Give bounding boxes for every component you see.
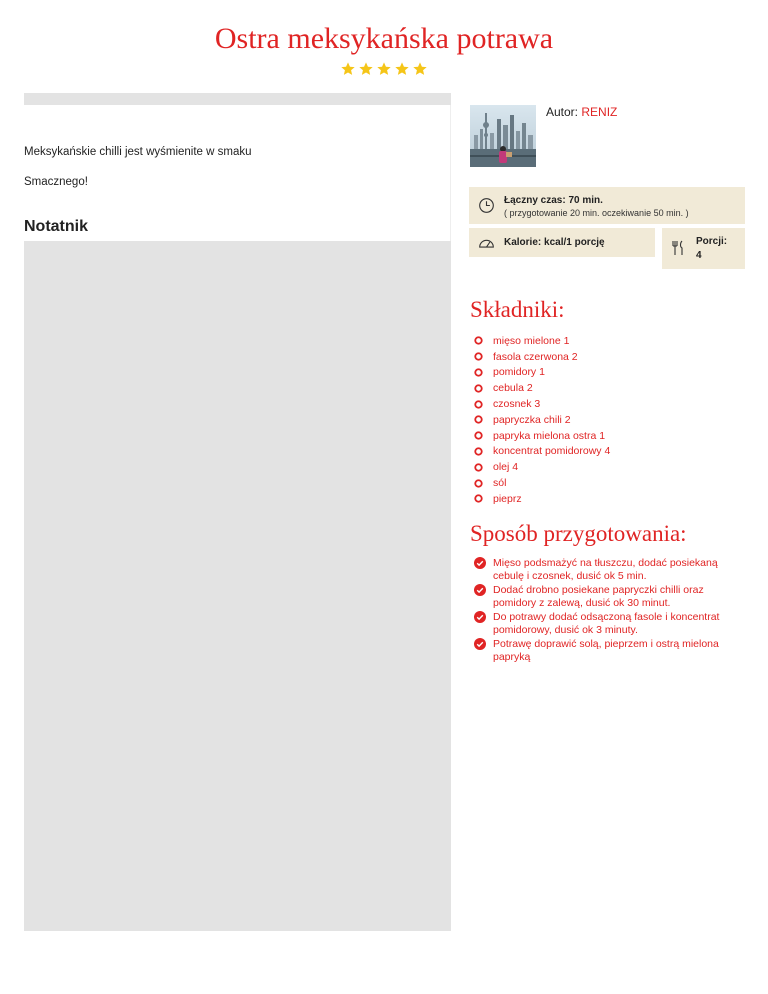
bullet-icon (474, 447, 483, 456)
top-bar (24, 93, 451, 105)
ingredients-title: Składniki: (470, 297, 565, 322)
ingredient-item (474, 365, 610, 381)
ingredient-item (474, 380, 610, 396)
bullet-icon (474, 400, 483, 409)
author-avatar[interactable] (470, 105, 536, 167)
preparation-title: Sposób przygotowania: (470, 521, 687, 546)
ingredient-text: fasola czerwona 2 (493, 350, 578, 363)
bullet-icon (474, 336, 483, 345)
star-icon (412, 61, 428, 77)
calories: Kalorie: kcal/1 porcję (504, 237, 605, 248)
bullet-icon (474, 384, 483, 393)
recipe-main-panel (24, 93, 451, 931)
recipe-title: Ostra meksykańska potrawa (214, 22, 554, 55)
time-detail: ( przygotowanie 20 min. oczekiwanie 50 min. ) (504, 208, 689, 218)
ingredient-item (474, 333, 610, 349)
clock-icon (478, 197, 495, 214)
servings-label: Porcji: (696, 236, 728, 247)
ingredient-text: cebula 2 (493, 382, 533, 395)
check-icon (474, 611, 486, 623)
ingredients-list (474, 333, 610, 507)
calories-box (469, 228, 655, 257)
check-icon (474, 584, 486, 596)
city-skyline-image (470, 105, 536, 167)
time-info-box (469, 187, 745, 224)
description-area (24, 105, 451, 241)
recipe-sidebar (469, 93, 745, 261)
author-label (546, 105, 617, 119)
star-icon (358, 61, 374, 77)
recipe-description: Meksykańskie chilli jest wyśmienite w smaku (24, 146, 252, 158)
star-icon (394, 61, 410, 77)
step-text: Dodać drobno posiekane papryczki chilli oraz pomidory z zalewą, dusić ok 30 minut. (493, 584, 704, 609)
ingredient-text: czosnek 3 (493, 398, 541, 411)
preparation-step (474, 557, 734, 582)
ingredient-text: papryczka chili 2 (493, 413, 571, 426)
preparation-steps (474, 557, 734, 665)
step-text: Mięso podsmażyć na tłuszczu, dodać posiekaną cebulę i czosnek, dusić ok 5 min. (493, 557, 718, 582)
preparation-step (474, 611, 734, 636)
check-icon (474, 557, 486, 569)
ingredient-item (474, 428, 610, 444)
notes-area[interactable] (24, 241, 451, 931)
star-icon (376, 61, 392, 77)
gauge-icon (478, 235, 495, 249)
author-row (469, 93, 745, 177)
servings-value: 4 (696, 250, 702, 261)
ingredient-text: koncentrat pomidorowy 4 (493, 445, 611, 458)
ingredient-item (474, 396, 610, 412)
ingredient-text: mięso mielone 1 (493, 334, 570, 347)
author-name-link[interactable]: RENIZ (581, 105, 618, 119)
bullet-icon (474, 368, 483, 377)
bullet-icon (474, 431, 483, 440)
bullet-icon (474, 415, 483, 424)
ingredient-item (474, 412, 610, 428)
bullet-icon (474, 479, 483, 488)
notes-title: Notatnik (24, 218, 88, 235)
preparation-step (474, 584, 734, 609)
recipe-greeting: Smacznego! (24, 176, 88, 188)
total-time: Łączny czas: 70 min. (504, 195, 603, 206)
bullet-icon (474, 463, 483, 472)
ingredient-item (474, 491, 610, 507)
step-text: Do potrawy dodać odsączoną fasole i koncentrat pomidorowy, dusić ok 3 minuty. (493, 611, 720, 636)
preparation-step (474, 638, 734, 663)
star-icon (340, 61, 356, 77)
ingredient-text: olej 4 (493, 461, 519, 474)
ingredient-text: papryka mielona ostra 1 (493, 429, 606, 442)
ingredient-item (474, 475, 610, 491)
cutlery-icon (671, 240, 685, 256)
author-label-text: Autor: (546, 105, 579, 119)
ingredient-text: sól (493, 477, 507, 490)
bullet-icon (474, 352, 483, 361)
ingredient-item (474, 459, 610, 475)
ingredient-item (474, 349, 610, 365)
step-text: Potrawę doprawić solą, pieprzem i ostrą mielona papryką (493, 638, 719, 663)
check-icon (474, 638, 486, 650)
bullet-icon (474, 494, 483, 503)
rating-stars (0, 61, 768, 77)
ingredient-text: pieprz (493, 492, 522, 505)
ingredient-item (474, 444, 610, 460)
ingredient-text: pomidory 1 (493, 366, 545, 379)
servings-box (662, 228, 745, 269)
